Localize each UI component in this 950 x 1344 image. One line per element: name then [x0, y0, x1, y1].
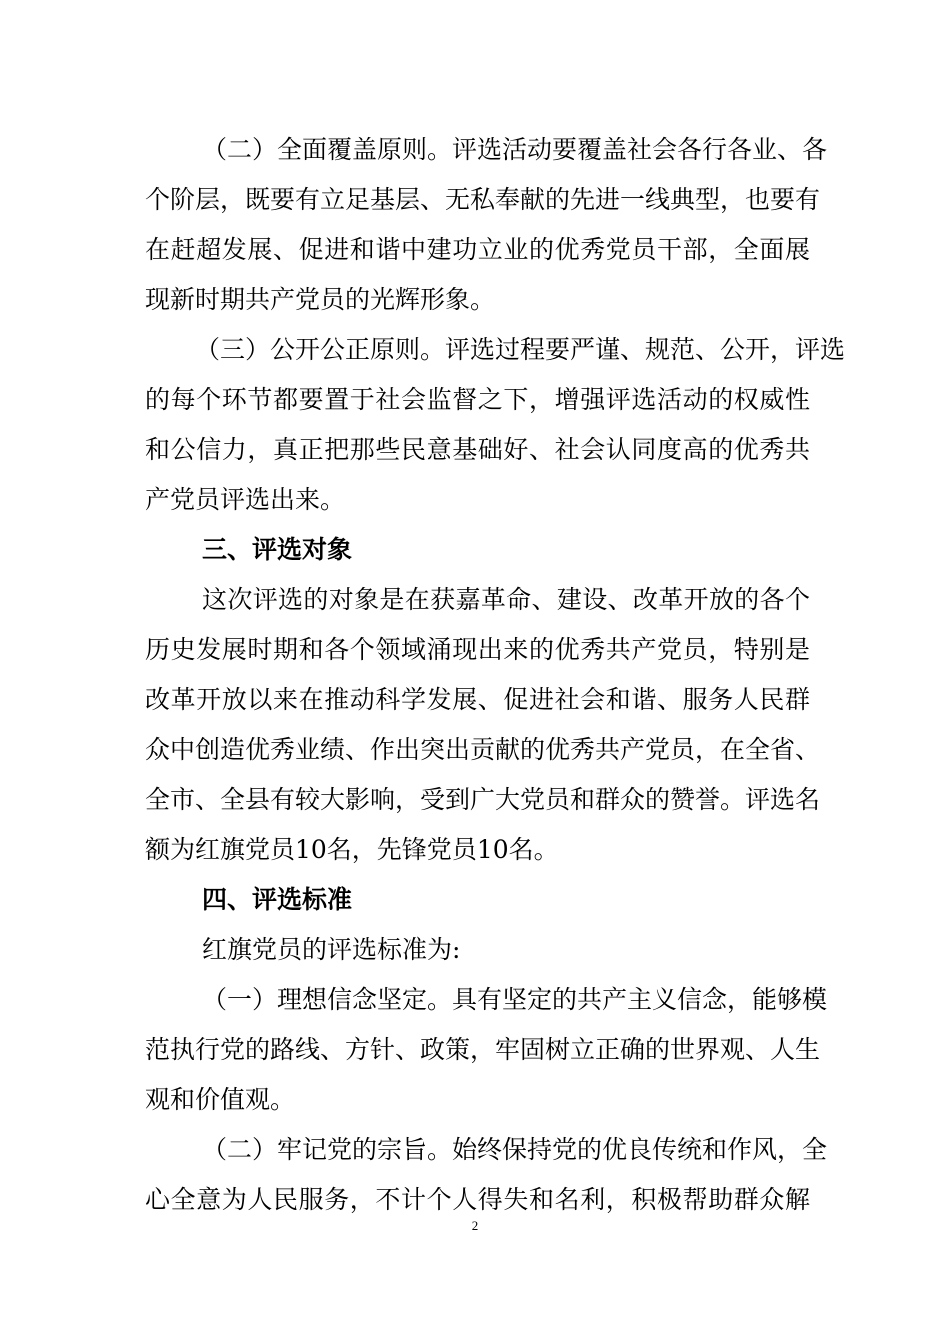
paragraph-line: 这次评选的对象是在获嘉革命、建设、改革开放的各个: [202, 585, 810, 614]
paragraph-line: 全市、全县有较大影响，受到广大党员和群众的赞誉。评选名: [145, 785, 821, 814]
paragraph-line: 在赶超发展、促进和谐中建功立业的优秀党员干部，全面展: [145, 235, 810, 264]
section-heading: 三、评选对象: [202, 535, 353, 564]
paragraph-line: 历史发展时期和各个领域涌现出来的优秀共产党员，特别是: [145, 635, 810, 664]
paragraph-line: 现新时期共产党员的光辉形象。: [145, 285, 496, 314]
paragraph-line: 改革开放以来在推动科学发展、促进社会和谐、服务人民群: [145, 685, 810, 714]
paragraph-line: 产党员评选出来。: [145, 485, 346, 514]
paragraph-line: 观和价值观。: [145, 1085, 296, 1114]
section-heading: 四、评选标准: [202, 885, 353, 914]
paragraph-line: 众中创造优秀业绩、作出突出贡献的优秀共产党员，在全省、: [145, 735, 821, 764]
paragraph-line: 范执行党的路线、方针、政策，牢固树立正确的世界观、人生: [145, 1035, 821, 1064]
paragraph-line: （一）理想信念坚定。具有坚定的共产主义信念，能够模: [202, 985, 828, 1014]
page-number: 2: [471, 1218, 479, 1233]
paragraph-line: 心全意为人民服务，不计个人得失和名利，积极帮助群众解: [145, 1185, 810, 1214]
paragraph-line: （三）公开公正原则。评选过程要严谨、规范、公开，评选: [195, 335, 846, 364]
paragraph-line: 红旗党员的评选标准为:: [202, 935, 461, 964]
paragraph-line: 额为红旗党员10名，先锋党员10名。: [145, 835, 559, 864]
paragraph-line: 个阶层，既要有立足基层、无私奉献的先进一线典型，也要有: [145, 185, 821, 214]
paragraph-line: （二）全面覆盖原则。评选活动要覆盖社会各行各业、各: [202, 135, 828, 164]
paragraph-line: 和公信力，真正把那些民意基础好、社会认同度高的优秀共: [145, 435, 810, 464]
paragraph-line: （二）牢记党的宗旨。始终保持党的优良传统和作风，全: [202, 1135, 828, 1164]
paragraph-line: 的每个环节都要置于社会监督之下，增强评选活动的权威性: [145, 385, 810, 414]
